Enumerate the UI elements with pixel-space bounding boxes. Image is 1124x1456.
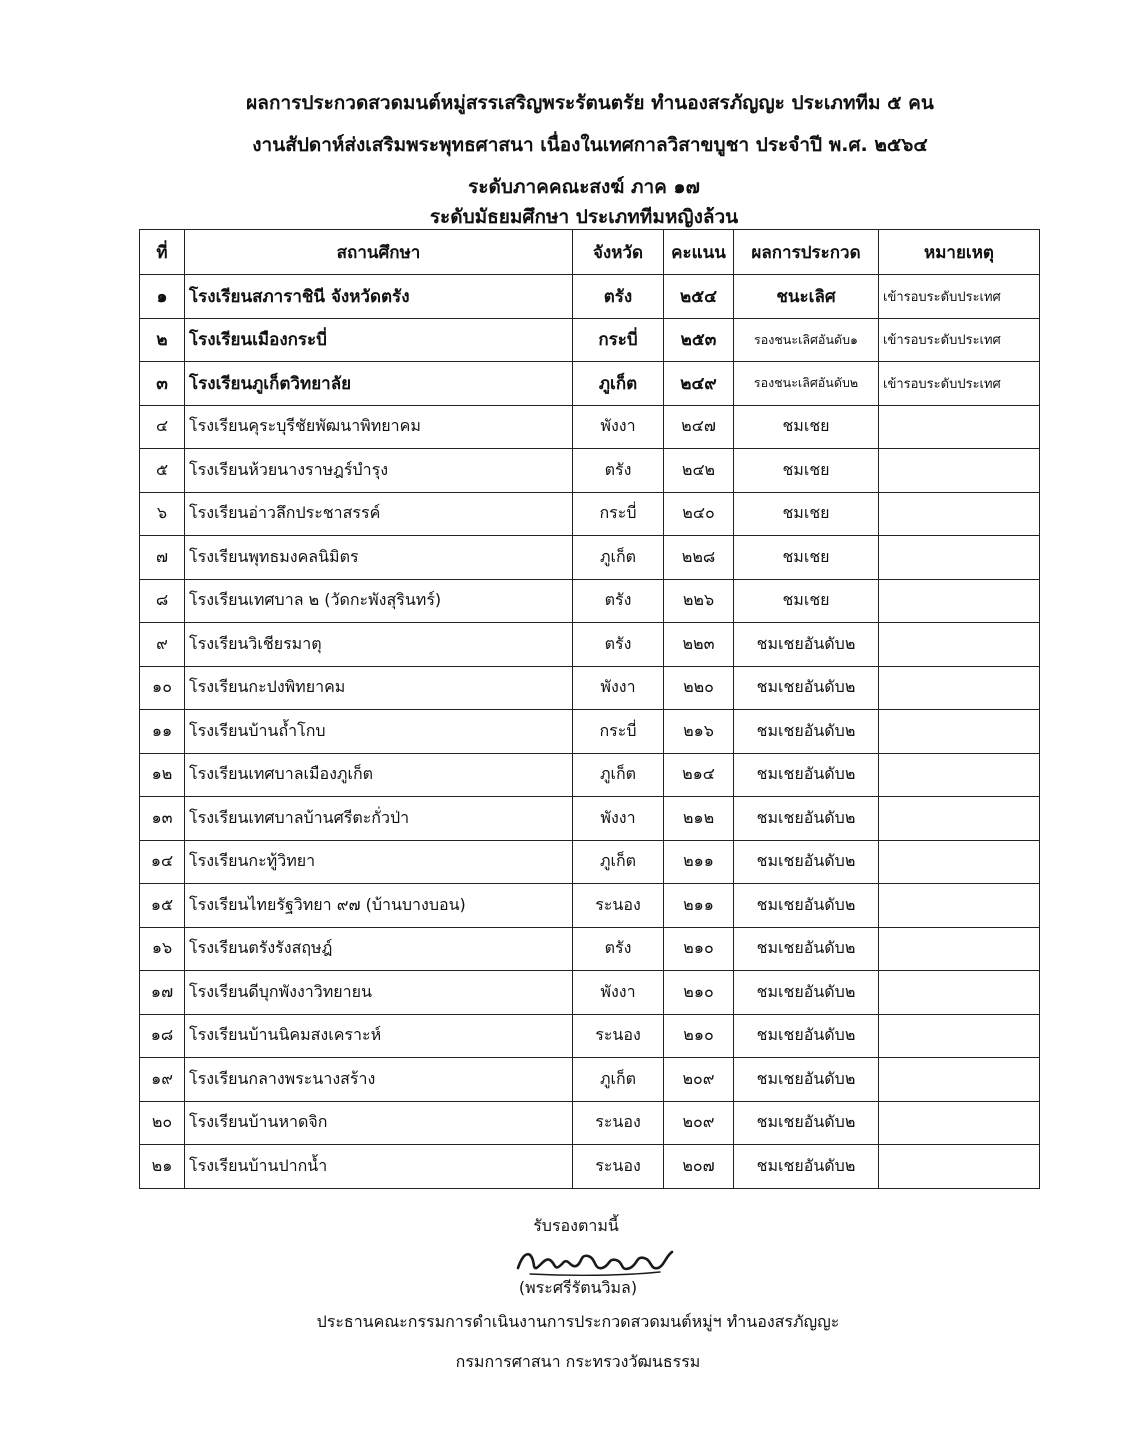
table-body — [140, 275, 1040, 1189]
cell-school-name: โรงเรียนบ้านถ้ำโกบ — [185, 710, 573, 754]
cell-province: ภูเก็ต — [573, 753, 664, 797]
title-line-4: ระดับมัธยมศึกษา ประเภททีมหญิงล้วน — [429, 206, 739, 228]
cell-note — [879, 971, 1040, 1015]
cell-school-name: โรงเรียนสภาราชินี จังหวัดตรัง — [185, 275, 573, 319]
column-header-province: จังหวัด — [573, 230, 664, 275]
cell-result: ชมเชย — [734, 492, 879, 536]
cell-score: ๒๑๐ — [664, 1014, 734, 1058]
cell-score: ๒๔๙ — [664, 362, 734, 406]
cell-school-name: โรงเรียนกะปงพิทยาคม — [185, 666, 573, 710]
chair-title: ประธานคณะกรรมการดำเนินงานการประกวดสวดมนต์หมู่ฯ ทำนองสรภัญญะ — [316, 1312, 840, 1331]
cell-row-number: ๑๖ — [140, 927, 185, 971]
cell-note — [879, 840, 1040, 884]
cell-row-number: ๑๒ — [140, 753, 185, 797]
cell-school-name: โรงเรียนห้วยนางราษฎร์บำรุง — [185, 449, 573, 493]
cell-row-number: ๑๗ — [140, 971, 185, 1015]
column-header-score: คะแนน — [664, 230, 734, 275]
cell-province: กระบี่ — [573, 492, 664, 536]
cell-result: ชมเชยอันดับ๒ — [734, 666, 879, 710]
cell-province: ระนอง — [573, 1101, 664, 1145]
table-row — [140, 623, 1040, 667]
cell-province: ตรัง — [573, 927, 664, 971]
cell-note: เข้ารอบระดับประเทศ — [879, 275, 1040, 319]
cell-score: ๒๒๖ — [664, 579, 734, 623]
table-row — [140, 318, 1040, 362]
cell-note — [879, 492, 1040, 536]
cell-note — [879, 710, 1040, 754]
cell-note — [879, 753, 1040, 797]
cell-row-number: ๑๙ — [140, 1058, 185, 1102]
cell-note — [879, 579, 1040, 623]
title-line-3: ระดับภาคคณะสงฆ์ ภาค ๑๗ — [468, 176, 700, 198]
cell-school-name: โรงเรียนคุระบุรีชัยพัฒนาพิทยาคม — [185, 405, 573, 449]
cell-school-name: โรงเรียนดีบุกพังงาวิทยายน — [185, 971, 573, 1015]
column-header-school: สถานศึกษา — [185, 230, 573, 275]
cell-result: รองชนะเลิศอันดับ๒ — [734, 362, 879, 406]
cell-result: ชมเชยอันดับ๒ — [734, 623, 879, 667]
cell-score: ๒๕๓ — [664, 318, 734, 362]
table-row — [140, 797, 1040, 841]
handwritten-signature — [510, 1238, 680, 1280]
cell-school-name: โรงเรียนเทศบาล ๒ (วัดกะพังสุรินทร์) — [185, 579, 573, 623]
cell-result: ชมเชยอันดับ๒ — [734, 1058, 879, 1102]
cell-row-number: ๑๑ — [140, 710, 185, 754]
cell-score: ๒๒๓ — [664, 623, 734, 667]
cell-score: ๒๑๑ — [664, 884, 734, 928]
table-row — [140, 927, 1040, 971]
cell-school-name: โรงเรียนตรังรังสฤษฎ์ — [185, 927, 573, 971]
cell-row-number: ๕ — [140, 449, 185, 493]
cell-score: ๒๑๑ — [664, 840, 734, 884]
cell-school-name: โรงเรียนเทศบาลบ้านศรีตะกั่วป่า — [185, 797, 573, 841]
cell-school-name: โรงเรียนภูเก็ตวิทยาลัย — [185, 362, 573, 406]
cell-note — [879, 927, 1040, 971]
table-row — [140, 1058, 1040, 1102]
cell-note: เข้ารอบระดับประเทศ — [879, 362, 1040, 406]
cell-province: ระนอง — [573, 884, 664, 928]
cell-row-number: ๔ — [140, 405, 185, 449]
cell-province: ระนอง — [573, 1145, 664, 1189]
cell-result: ชมเชยอันดับ๒ — [734, 840, 879, 884]
cell-school-name: โรงเรียนบ้านปากน้ำ — [185, 1145, 573, 1189]
table-row — [140, 971, 1040, 1015]
table-row — [140, 1145, 1040, 1189]
cell-province: ตรัง — [573, 275, 664, 319]
cell-note — [879, 1014, 1040, 1058]
cell-score: ๒๐๗ — [664, 1145, 734, 1189]
cell-school-name: โรงเรียนเมืองกระบี่ — [185, 318, 573, 362]
table-row — [140, 1014, 1040, 1058]
certify-text: รับรองตามนี้ — [533, 1216, 619, 1235]
cell-province: ภูเก็ต — [573, 362, 664, 406]
table-row — [140, 1101, 1040, 1145]
cell-province: ภูเก็ต — [573, 1058, 664, 1102]
table-row — [140, 666, 1040, 710]
signer-name: (พระศรีรัตนวิมล) — [518, 1278, 638, 1297]
cell-row-number: ๗ — [140, 536, 185, 580]
cell-note — [879, 449, 1040, 493]
cell-province: ตรัง — [573, 579, 664, 623]
cell-score: ๒๑๒ — [664, 797, 734, 841]
cell-row-number: ๒ — [140, 318, 185, 362]
cell-score: ๒๕๔ — [664, 275, 734, 319]
cell-score: ๒๔๗ — [664, 405, 734, 449]
cell-province: ภูเก็ต — [573, 840, 664, 884]
cell-school-name: โรงเรียนอ่าวลึกประชาสรรค์ — [185, 492, 573, 536]
cell-score: ๒๒๐ — [664, 666, 734, 710]
cell-note: เข้ารอบระดับประเทศ — [879, 318, 1040, 362]
cell-row-number: ๑ — [140, 275, 185, 319]
cell-province: ระนอง — [573, 1014, 664, 1058]
cell-note — [879, 666, 1040, 710]
cell-school-name: โรงเรียนพุทธมงคลนิมิตร — [185, 536, 573, 580]
cell-school-name: โรงเรียนบ้านหาดจิก — [185, 1101, 573, 1145]
table-row — [140, 884, 1040, 928]
table-header-row — [140, 230, 1040, 275]
cell-score: ๒๔๐ — [664, 492, 734, 536]
cell-result: ชมเชยอันดับ๒ — [734, 710, 879, 754]
cell-province: กระบี่ — [573, 710, 664, 754]
cell-note — [879, 797, 1040, 841]
cell-row-number: ๒๐ — [140, 1101, 185, 1145]
cell-school-name: โรงเรียนเทศบาลเมืองภูเก็ต — [185, 753, 573, 797]
table-row — [140, 579, 1040, 623]
cell-result: ชนะเลิศ — [734, 275, 879, 319]
table-row — [140, 275, 1040, 319]
cell-result: ชมเชยอันดับ๒ — [734, 797, 879, 841]
cell-row-number: ๑๕ — [140, 884, 185, 928]
cell-province: กระบี่ — [573, 318, 664, 362]
table-row — [140, 405, 1040, 449]
cell-row-number: ๑๐ — [140, 666, 185, 710]
table-row — [140, 536, 1040, 580]
table-row — [140, 362, 1040, 406]
cell-note — [879, 1058, 1040, 1102]
cell-school-name: โรงเรียนบ้านนิคมสงเคราะห์ — [185, 1014, 573, 1058]
cell-province: พังงา — [573, 405, 664, 449]
cell-row-number: ๖ — [140, 492, 185, 536]
cell-result: ชมเชยอันดับ๒ — [734, 884, 879, 928]
cell-note — [879, 405, 1040, 449]
cell-province: ภูเก็ต — [573, 536, 664, 580]
column-header-no: ที่ — [140, 230, 185, 275]
cell-result: ชมเชยอันดับ๒ — [734, 1145, 879, 1189]
cell-result: ชมเชยอันดับ๒ — [734, 971, 879, 1015]
cell-province: ตรัง — [573, 623, 664, 667]
cell-note — [879, 623, 1040, 667]
cell-row-number: ๒๑ — [140, 1145, 185, 1189]
cell-school-name: โรงเรียนวิเชียรมาตุ — [185, 623, 573, 667]
cell-province: ตรัง — [573, 449, 664, 493]
cell-row-number: ๑๘ — [140, 1014, 185, 1058]
cell-school-name: โรงเรียนกะทู้วิทยา — [185, 840, 573, 884]
cell-school-name: โรงเรียนกลางพระนางสร้าง — [185, 1058, 573, 1102]
cell-result: ชมเชยอันดับ๒ — [734, 753, 879, 797]
cell-score: ๒๑๖ — [664, 710, 734, 754]
cell-note — [879, 536, 1040, 580]
cell-note — [879, 1101, 1040, 1145]
cell-result: ชมเชยอันดับ๒ — [734, 1014, 879, 1058]
cell-score: ๒๐๙ — [664, 1058, 734, 1102]
cell-result: ชมเชย — [734, 536, 879, 580]
cell-score: ๒๑๐ — [664, 927, 734, 971]
cell-province: พังงา — [573, 971, 664, 1015]
cell-province: พังงา — [573, 666, 664, 710]
cell-row-number: ๙ — [140, 623, 185, 667]
cell-result: ชมเชยอันดับ๒ — [734, 1101, 879, 1145]
cell-school-name: โรงเรียนไทยรัฐวิทยา ๙๗ (บ้านบางบอน) — [185, 884, 573, 928]
cell-result: ชมเชย — [734, 579, 879, 623]
table-row — [140, 710, 1040, 754]
cell-score: ๒๒๘ — [664, 536, 734, 580]
title-line-1: ผลการประกวดสวดมนต์หมู่สรรเสริญพระรัตนตรัย ทำนองสรภัญญะ ประเภททีม ๕ คน — [246, 92, 934, 114]
column-header-result: ผลการประกวด — [734, 230, 879, 275]
cell-score: ๒๑๐ — [664, 971, 734, 1015]
cell-result: ชมเชยอันดับ๒ — [734, 927, 879, 971]
cell-result: ชมเชย — [734, 449, 879, 493]
table-row — [140, 449, 1040, 493]
table-row — [140, 492, 1040, 536]
cell-row-number: ๓ — [140, 362, 185, 406]
results-table — [139, 229, 1040, 1189]
department-name: กรมการศาสนา กระทรวงวัฒนธรรม — [455, 1352, 701, 1371]
cell-score: ๒๑๔ — [664, 753, 734, 797]
cell-row-number: ๑๔ — [140, 840, 185, 884]
table-row — [140, 840, 1040, 884]
cell-score: ๒๔๒ — [664, 449, 734, 493]
cell-result: รองชนะเลิศอันดับ๑ — [734, 318, 879, 362]
title-line-2: งานสัปดาห์ส่งเสริมพระพุทธศาสนา เนื่องในเทศกาลวิสาขบูชา ประจำปี พ.ศ. ๒๕๖๔ — [252, 134, 928, 156]
cell-score: ๒๐๙ — [664, 1101, 734, 1145]
cell-row-number: ๑๓ — [140, 797, 185, 841]
column-header-note: หมายเหตุ — [879, 230, 1040, 275]
cell-result: ชมเชย — [734, 405, 879, 449]
cell-row-number: ๘ — [140, 579, 185, 623]
cell-note — [879, 1145, 1040, 1189]
table-row — [140, 753, 1040, 797]
cell-note — [879, 884, 1040, 928]
cell-province: พังงา — [573, 797, 664, 841]
